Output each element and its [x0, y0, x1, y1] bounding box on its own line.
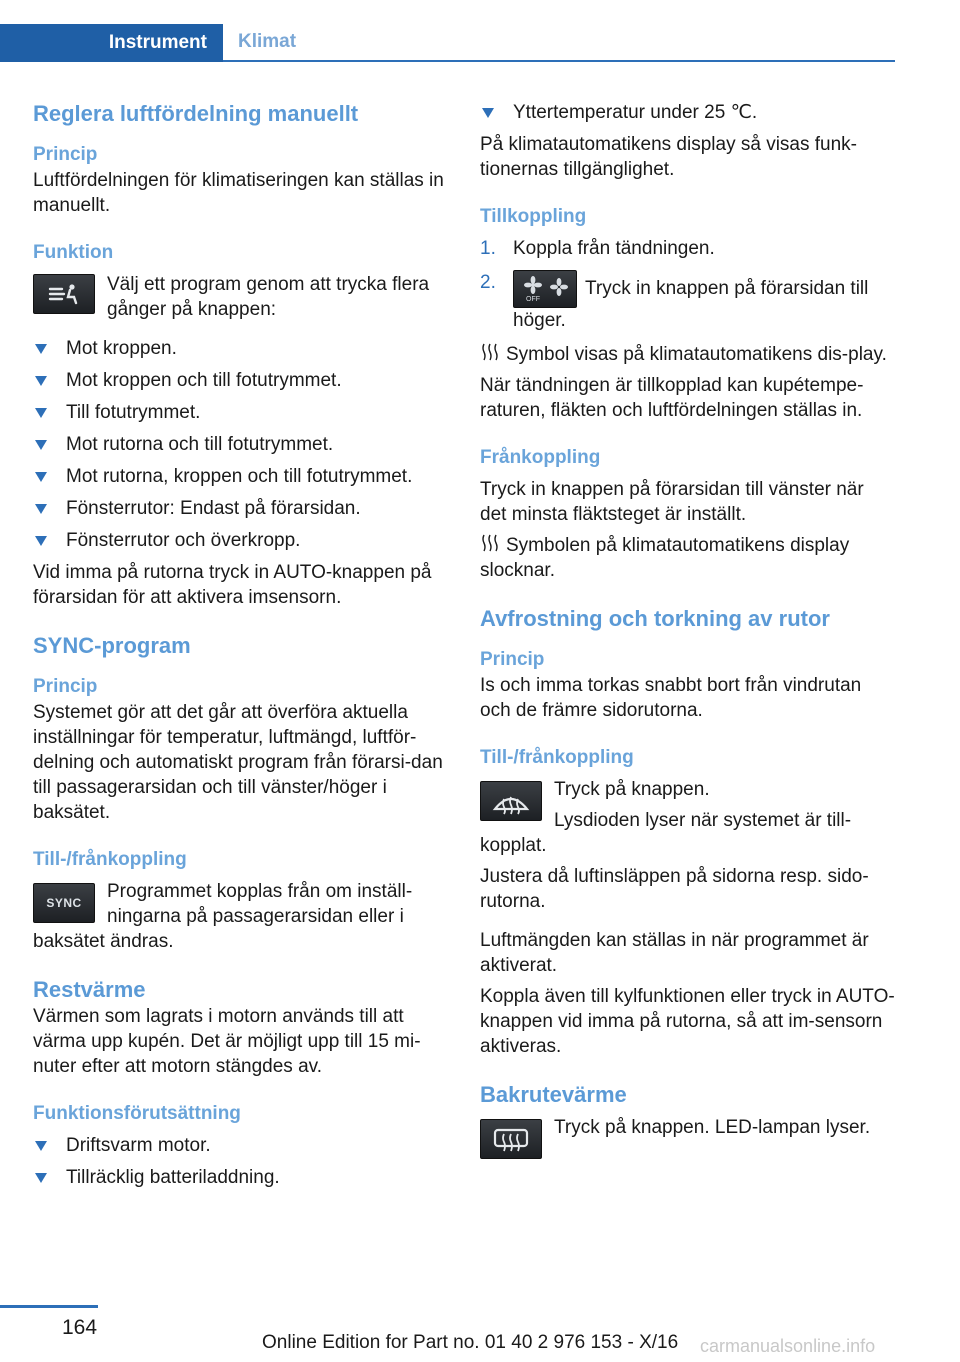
display-text: På klimatautomatikens display så visas funk-tionernas tillgänglighet.	[480, 134, 857, 180]
princip-text: Luftfördelningen för klimatiseringen kan ställas in manuellt.	[33, 170, 444, 216]
section-title-sync: SYNC-program	[33, 633, 191, 658]
koppla-text: Koppla även till kylfunktionen eller tryck in AUTO-knappen vid imma på rutorna, så att im-sensorn aktiveras.	[480, 986, 895, 1057]
triangle-bullet-icon	[35, 344, 47, 354]
heading-sync-princip: Princip	[33, 676, 98, 697]
heat-symbol-icon	[480, 533, 500, 553]
restvarme-text: Värmen som lagrats i motorn används till att värma upp kupén. Det är möjligt upp till 15 mi-nuter efter att motorn stängdes av.	[33, 1006, 421, 1077]
fan-off-button-icon	[513, 270, 577, 308]
triangle-bullet-icon	[35, 472, 47, 482]
sync-button-icon	[33, 883, 95, 923]
right-column	[480, 100, 895, 1159]
footer-rule	[0, 1305, 98, 1308]
section-title-bakrutevarme: Bakrutevärme	[480, 1082, 627, 1107]
forutsattning-list	[33, 1133, 448, 1190]
triangle-bullet-icon	[35, 536, 47, 546]
list-item: Driftsvarm motor.	[33, 1133, 448, 1158]
luftmangd-text: Luftmängden kan ställas in när programmet är aktiverat.	[480, 930, 869, 976]
heading-av-tillfran: Till-/frånkoppling	[480, 747, 634, 768]
triangle-bullet-icon	[35, 408, 47, 418]
heat-symbol-icon	[480, 342, 500, 362]
air-distribution-button-icon	[33, 274, 95, 314]
list-item: Mot rutorna, kroppen och till fotutrymmet.	[33, 464, 448, 489]
list-item: Yttertemperatur under 25 ℃.	[480, 100, 895, 125]
bakrute-text: Tryck på knappen. LED-lampan lyser.	[554, 1117, 871, 1138]
temperature-list	[480, 100, 895, 125]
heading-frankoppling: Frånkoppling	[480, 447, 601, 468]
frankoppling-text: Tryck in knappen på förarsidan till vänster när det minsta fläktsteget är inställt.	[480, 479, 864, 525]
tab-klimat[interactable]: Klimat	[238, 31, 297, 52]
list-item: Mot rutorna och till fotutrymmet.	[33, 432, 448, 457]
page-number: 164	[62, 1316, 98, 1339]
av-princip-text: Is och imma torkas snabbt bort från vindrutan och de främre sidorutorna.	[480, 675, 862, 721]
list-item: Till fotutrymmet.	[33, 400, 448, 425]
sync-button-label: SYNC	[46, 896, 82, 910]
av-tillfran-text-1: Tryck på knappen.	[554, 779, 710, 800]
av-tillfran-text-2: Lysdioden lyser när systemet är till-kopplat.	[480, 810, 852, 856]
triangle-bullet-icon	[35, 440, 47, 450]
triangle-bullet-icon	[35, 1173, 47, 1183]
symbol-text: Symbol visas på klimatautomatikens dis-play.	[480, 342, 895, 367]
justera-text: Justera då luftinsläppen på sidorna resp. sido-rutorna.	[480, 866, 869, 912]
edition-text: Online Edition for Part no. 01 40 2 976 153 - X/16	[262, 1332, 679, 1353]
funktion-row	[33, 272, 448, 322]
triangle-bullet-icon	[35, 1141, 47, 1151]
sync-princip-text: Systemet gör att det går att överföra aktuella inställningar för temperatur, luftmängd, luftför-delning och automatiskt program från förarsi-dan till passagerarsidan och till vänster/höger i baksätet.	[33, 702, 443, 823]
heading-funktionsforutsattning: Funktionsförutsättning	[33, 1103, 241, 1124]
rear-window-defrost-button-icon	[480, 1119, 542, 1159]
watermark: carmanualsonline.info	[700, 1336, 876, 1356]
list-item: Mot kroppen.	[33, 336, 448, 361]
list-item: Fönsterrutor och överkropp.	[33, 528, 448, 553]
slocknar-text: Symbolen på klimatautomatikens display slocknar.	[480, 535, 850, 581]
step-item: 2. OFF Tryck in knappen på förarsidan till höger.	[480, 272, 869, 331]
list-item: Tillräcklig batteriladdning.	[33, 1165, 448, 1190]
heading-sync-tillfran: Till-/frånkoppling	[33, 849, 187, 870]
heading-funktion: Funktion	[33, 242, 114, 263]
program-list	[33, 336, 448, 553]
funktion-text: Välj ett program genom att trycka flera gånger på knappen:	[107, 274, 430, 320]
off-label: OFF	[526, 296, 540, 303]
step-item: 1. Koppla från tändningen.	[480, 238, 715, 259]
heading-av-princip: Princip	[480, 649, 545, 670]
tandning-text: När tändningen är tillkopplad kan kupétempe-raturen, fläkten och luftfördelningen ställas in.	[480, 375, 864, 421]
tillkoppling-steps	[480, 236, 895, 333]
section-title-avfrostning: Avfrostning och torkning av rutor	[480, 606, 830, 631]
imma-text: Vid imma på rutorna tryck in AUTO-knappen på förarsidan för att aktivera imsensorn.	[33, 562, 432, 608]
heading-tillkoppling: Tillkoppling	[480, 206, 587, 227]
sync-tillfran-text: Programmet kopplas från om inställ-ningarna på passagerarsidan eller i baksätet ändras.	[33, 881, 413, 952]
list-item: Fönsterrutor: Endast på förarsidan.	[33, 496, 448, 521]
list-item: Mot kroppen och till fotutrymmet.	[33, 368, 448, 393]
triangle-bullet-icon	[35, 504, 47, 514]
heading-princip: Princip	[33, 144, 98, 165]
defrost-windshield-button-icon	[480, 781, 542, 821]
tab-instrument[interactable]: Instrument	[0, 24, 223, 62]
section-title-restvarme: Restvärme	[33, 977, 146, 1002]
triangle-bullet-icon	[482, 108, 494, 118]
triangle-bullet-icon	[35, 376, 47, 386]
header-tabs	[0, 24, 895, 62]
section-title-luftfordelning: Reglera luftfördelning manuellt	[33, 101, 359, 126]
left-column	[33, 100, 448, 1197]
